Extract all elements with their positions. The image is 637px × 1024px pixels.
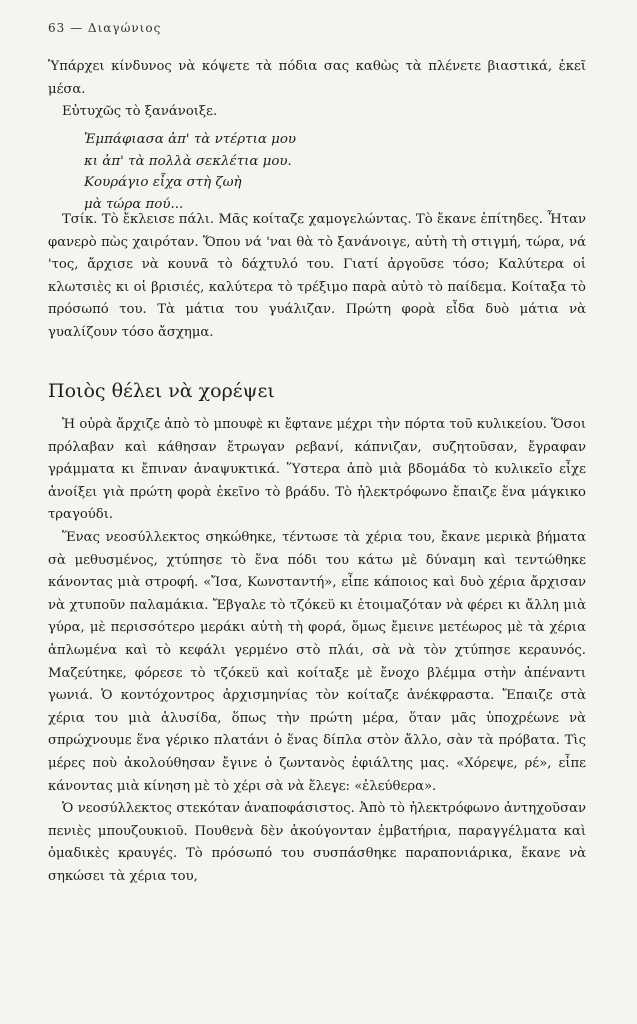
running-header — [48, 21, 161, 35]
poem-line: μὰ τώρα πού... — [84, 196, 184, 212]
after-poem-text — [48, 209, 586, 345]
paragraph: Εὐτυχῶς τὸ ξανάνοιξε. — [62, 104, 218, 120]
section-body — [48, 414, 586, 888]
section-title: Ποιὸς θέλει νὰ χορέψει — [48, 380, 275, 402]
running-title: — Διαγώνιος — [70, 21, 162, 35]
poem-line: Κουράγιο εἶχα στὴ ζωὴ — [84, 175, 242, 190]
paragraph: Ὑπάρχει κίνδυνος νὰ κόψετε τὰ πόδια σας καθὼς τὰ πλένετε βιαστικά, ἐκεῖ μέσα. — [48, 59, 586, 97]
page-number: 63 — [48, 21, 66, 35]
poem-line: κι ἀπ' τὰ πολλὰ σεκλέτια μου. — [84, 153, 292, 169]
paragraph: Ἕνας νεοσύλλεκτος σηκώθηκε, τέντωσε τὰ χέρια του, ἔκανε μερικὰ βήματα σὰ μεθυσμένος, χτύπησε τὸ ἕνα πόδι του κάτω μὲ δύναμη καὶ τεντώθηκε κάνοντας μιὰ στροφή. «Ἴσα, Κωνσταντή», εἶπε κάποιος καὶ δυὸ χέρια ἄρχισαν νὰ χτυποῦν παλαμάκια. Ἔβγαλε τὸ τζόκεϋ κι ἑτοιμαζόταν νὰ φέρει κι ἄλλη μιὰ γύρα, μὲ περισσότερο μεράκι αὐτὴ τὴ φορά, ὅμως ἔμεινε μετέωρος μὲ τὰ χέρια ἁπλωμένα καὶ τὸ κεφάλι γερμένο στὸ πλάι, σὰ νὰ τὸν χτύπησε κεραυνός. Μαζεύτηκε, φόρεσε τὸ τζόκεϋ καὶ κοίταξε μὲ ἔνοχο βλέμμα στὴν ἀπέναντι γωνιά. Ὁ κοντόχοντρος ἀρχισμηνίας τὸν κοίταζε ἀνέκφραστα. Ἔπαιζε στὰ χέρια του μιὰ ἁλυσίδα, ὅπως τὴν πρώτη μέρα, ὅταν μᾶς ὑποχρέωνε νὰ σπρώχνουμε ἕνα γέρικο πλατάνι ὁ ἕνας δίπλα στὸν ἄλλο, σὰν τὰ πρόβατα. Τὶς μέρες ποὺ ἀκολούθησαν ἔγινε ὁ ζωντανὸς ἐφιάλτης μας. «Χόρεψε, ρέ», εἶπε κάνοντας μιὰ κίνηση μὲ τὸ χέρι σὰ νὰ ἔλεγε: «ἐλεύθερα». — [48, 529, 586, 794]
paragraph: Ἡ οὐρὰ ἄρχιζε ἀπὸ τὸ μπουφὲ κι ἔφτανε μέχρι τὴν πόρτα τοῦ κυλικείου. Ὅσοι πρόλαβαν καὶ κάθησαν ἔτρωγαν ρεβανί, κάπνιζαν, συζητοῦσαν, ἔγραφαν γράμματα κι ἔπιναν ἀναψυκτικά. Ὕστερα ἀπὸ μιὰ βδομάδα τὸ κυλικεῖο εἶχε ἀνοίξει γιὰ πρώτη φορὰ ἐκεῖνο τὸ βράδυ. Τὸ ἠλεκτρόφωνο ἔπαιζε ἕνα μάγκικο τραγούδι. — [48, 417, 586, 523]
poem-excerpt — [84, 129, 296, 215]
poem-line: Ἐμπάφιασα ἀπ' τὰ ντέρτια μου — [84, 132, 297, 147]
paragraph: Τσίκ. Τὸ ἔκλεισε πάλι. Μᾶς κοίταζε χαμογελώντας. Τὸ ἔκανε ἐπίτηδες. Ἦταν φανερὸ πὼς χαιρόταν. Ὅπου νά 'ναι θὰ τὸ ξανάνοιγε, αὐτὴ τὴ στιγμή, τώρα, νά 'τος, ἄρχισε νὰ κουνᾶ τὸ δάχτυλό του. Γιατί ἀργοῦσε τόσο; Καλύτερα οἱ κλωτσιὲς κι οἱ βρισιές, καλύτερα τὸ τρέξιμο παρὰ αὐτὸ τὸ παίδεμα. Κοίταξα τὸ πρόσωπό του. Τὰ μάτια του γυάλιζαν. Πρώτη φορὰ εἶδα δυὸ μάτια νὰ γυαλίζουν τόσο ἄσχημα. — [48, 212, 586, 340]
paragraph: Ὁ νεοσύλλεκτος στεκόταν ἀναποφάσιστος. Ἀπὸ τὸ ἠλεκτρόφωνο ἀντηχοῦσαν πενιὲς μπουζουκιοῦ. Πουθενὰ δὲν ἀκούγονταν ἐμβατήρια, παραγγέλματα καὶ ὁμαδικὲς κραυγές. Τὸ πρόσωπό του συσπάσθηκε παραπονιάρικα, ἔκανε νὰ σηκώσει τὰ χέρια του, — [48, 801, 586, 884]
intro-text — [48, 56, 586, 124]
